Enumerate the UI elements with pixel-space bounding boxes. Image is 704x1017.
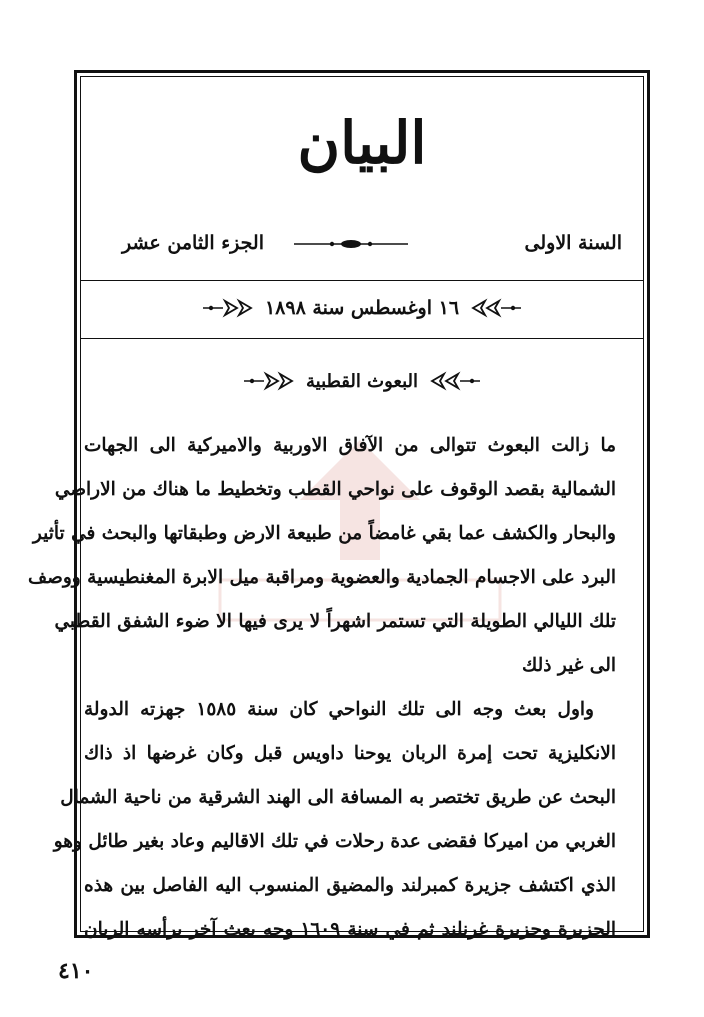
part-label: الجزء الثامن عشر: [122, 232, 264, 254]
text-line: الذي اكتشف جزيرة كمبرلند والمضيق المنسوب اليه الفاصل بين هذه: [84, 875, 616, 896]
text-line: البحث عن طريق تختصر به المسافة الى الهند الشرقية من ناحية الشمال: [60, 787, 616, 808]
text-line: والبحار والكشف عما بقي غامضاً من طبيعة الارض وطبقاتها والبحث في تأثير: [32, 523, 616, 544]
text-line: الى غير ذلك: [521, 655, 616, 676]
date-row: [80, 290, 644, 326]
text-line: الجزيرة وجزيرة غرنلند ثم في سنة ١٦٠٩ وجه بعث آخر يرأسه الربان: [84, 919, 616, 940]
text-line: تلك الليالي الطويلة التي تستمر اشهراً لا يرى فيها الا ضوء الشفق القطبي: [54, 611, 616, 632]
flourish-right-icon: [471, 298, 523, 318]
article-body: [28, 424, 616, 952]
issue-date: ١٦ اوغسطس سنة ١٨٩٨: [264, 297, 460, 319]
masthead-title: البيان: [297, 109, 427, 177]
divider-ornament-icon: [292, 236, 410, 252]
heading-flourish-left-icon: [242, 371, 294, 391]
text-line: الغربي من اميركا فقضى عدة رحلات في تلك الاقاليم وعاد بغير طائل وهو: [53, 831, 616, 852]
text-line: واول بعث وجه الى تلك النواحي كان سنة ١٥٨٥ جهزته الدولة: [84, 699, 594, 720]
flourish-left-icon: [201, 298, 253, 318]
year-label: السنة الاولى: [524, 232, 622, 254]
text-line: ما زالت البعوث تتوالى من الآفاق الاوربية والاميركية الى الجهات: [84, 435, 616, 456]
rule-top: [80, 280, 644, 281]
page-number: ٤١٠: [58, 958, 94, 984]
article-heading: البعوث القطبية: [306, 370, 418, 392]
text-line: البرد على الاجسام الجمادية والعضوية ومراقبة ميل الابرة المغنطيسية ووصف: [28, 567, 616, 588]
heading-flourish-right-icon: [430, 371, 482, 391]
rule-bottom: [80, 338, 644, 339]
text-line: الشمالية بقصد الوقوف على نواحي القطب وتخطيط ما هناك من الاراضي: [54, 479, 616, 500]
article-heading-row: [80, 364, 644, 398]
text-line: الانكليزية تحت إمرة الربان يوحنا داويس قبل وكان غرضها اذ ذاك: [84, 743, 616, 764]
